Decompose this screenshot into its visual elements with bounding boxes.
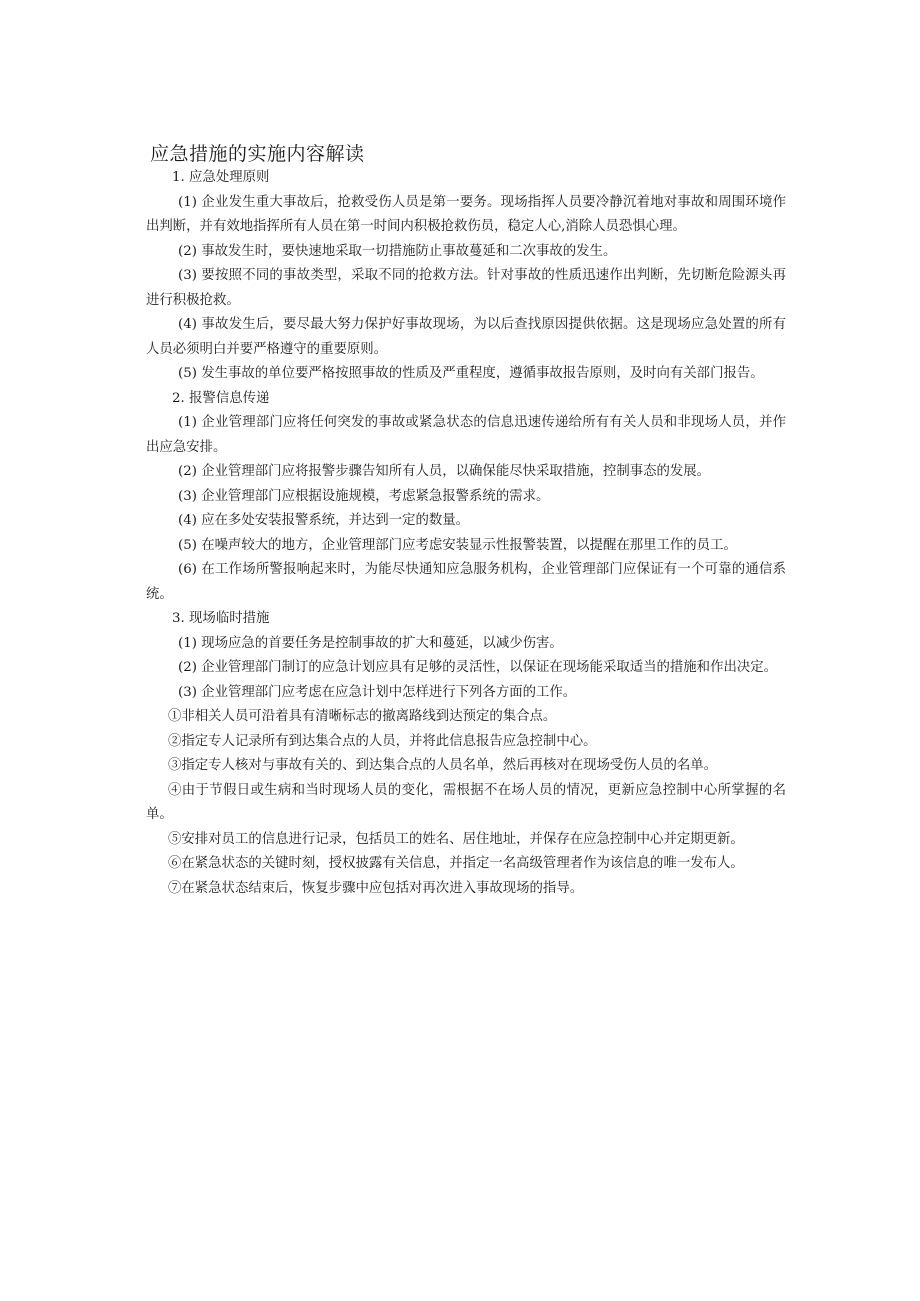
paragraph: (4) 应在多处安装报警系统，并达到一定的数量。 (178, 513, 470, 528)
paragraph: (3) 要按照不同的事故类型，采取不同的抢救方法。针对事故的性质迅速作出判断，先切断危险源头再进行积极抢救。 (146, 268, 786, 308)
paragraph: (2) 企业管理部门应将报警步骤告知所有人员，以确保能尽快采取措施，控制事态的发展。 (178, 464, 711, 479)
sub-paragraph: ⑦在紧急状态结束后，恢复步骤中应包括对再次进入事故现场的指导。 (168, 880, 584, 896)
paragraph: (2) 企业管理部门制订的应急计划应具有足够的灵活性，以保证在现场能采取适当的措施和作出决定。 (178, 660, 778, 675)
sub-paragraph: ①非相关人员可沿着具有清晰标志的撤离路线到达预定的集合点。 (168, 709, 557, 724)
section-heading: 2. 报警信息传递 (172, 390, 270, 406)
document-body (146, 166, 786, 901)
paragraph: (3) 企业管理部门应考虑在应急计划中怎样进行下列各方面的工作。 (178, 684, 577, 700)
sub-paragraph: ④由于节假日或生病和当时现场人员的变化，需根据不在场人员的情况，更新应急控制中心所掌握的名单。 (146, 782, 786, 822)
paragraph: (3) 企业管理部门应根据设施规模，考虑紧急报警系统的需求。 (178, 488, 550, 504)
paragraph: (5) 在噪声较大的地方，企业管理部门应考虑安装显示性报警装置，以提醒在那里工作的员工。 (178, 537, 737, 553)
sub-paragraph: ⑥在紧急状态的关键时刻，授权披露有关信息，并指定一名高级管理者作为该信息的唯一发布人。 (168, 856, 744, 871)
sub-paragraph: ③指定专人核对与事故有关的、到达集合点的人员名单，然后再核对在现场受伤人员的名单。 (168, 758, 718, 773)
paragraph: (2) 事故发生时，要快速地采取一切措施防止事故蔓延和二次事故的发生。 (178, 243, 617, 259)
paragraph: (1) 企业发生重大事故后，抢救受伤人员是第一要务。现场指挥人员要冷静沉着地对事故和周围环境作出判断，并有效地指挥所有人员在第一时间内积极抢救伤员，稳定人心,消除人员恐惧心理。 (146, 194, 786, 234)
paragraph: (6) 在工作场所警报响起来时，为能尽快通知应急服务机构，企业管理部门应保证有一个可靠的通信系统。 (146, 562, 786, 602)
paragraph: (5) 发生事故的单位要严格按照事故的性质及严重程度，遵循事故报告原则，及时向有关部门报告。 (178, 366, 764, 381)
sub-paragraph: ②指定专人记录所有到达集合点的人员，并将此信息报告应急控制中心。 (168, 733, 597, 749)
section-heading: 3. 现场临时措施 (172, 611, 270, 626)
paragraph: (1) 企业管理部门应将任何突发的事故或紧急状态的信息迅速传递给所有有关人员和非现场人员，并作出应急安排。 (146, 415, 786, 455)
sub-paragraph: ⑤安排对员工的信息进行记录，包括员工的姓名、居住地址，并保存在应急控制中心并定期更新。 (168, 831, 744, 847)
section-heading: 1. 应急处理原则 (172, 170, 270, 185)
paragraph: (4) 事故发生后，要尽最大努力保护好事故现场，为以后查找原因提供依据。这是现场应急处置的所有人员必须明白并要严格遵守的重要原则。 (146, 317, 786, 357)
paragraph: (1) 现场应急的首要任务是控制事故的扩大和蔓延，以减少伤害。 (178, 635, 563, 651)
document-title: 应急措施的实施内容解读 (150, 142, 365, 165)
